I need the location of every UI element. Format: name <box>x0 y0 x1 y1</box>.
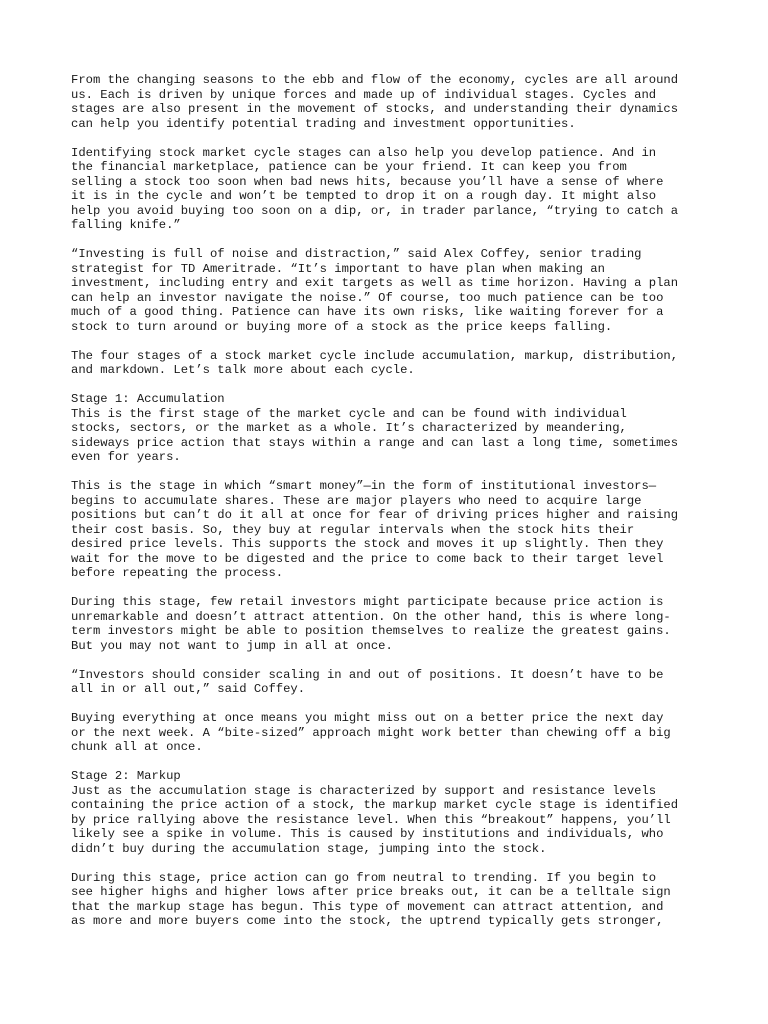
paragraph-stage-1-intro: This is the first stage of the market cycle and can be found with individual stocks, sectors, or the market as a whole. It’s characterized by meandering, sideways price action that stays within a range and can last a long time, sometimes even for years. <box>71 406 679 464</box>
paragraph-retail-investors: During this stage, few retail investors might participate because price action is unremarkable and doesn’t attract attention. On the other hand, this is where long- term investors might be able to position themselves to realize the greatest gains. But you may not want to jump in all at once. <box>71 595 671 653</box>
paragraph-four-stages: The four stages of a stock market cycle include accumulation, markup, distribution, and markdown. Let’s talk more about each cycle. <box>71 348 679 377</box>
paragraph-scaling-quote: “Investors should consider scaling in and out of positions. It doesn’t have to be all in or all out,” said Coffey. <box>71 667 664 696</box>
paragraph-intro-cycles: From the changing seasons to the ebb and flow of the economy, cycles are all around us. Each is driven by unique forces and made up of individual stages. Cycles and stages are also present in the movement of stocks, and understanding their dynamics can help you identify potential trading and investment opportunities. <box>71 73 679 131</box>
section-stage-1 <box>71 392 711 755</box>
paragraph-bite-sized: Buying everything at once means you might miss out on a better price the next day or the next week. A “bite-sized” approach might work better than chewing off a big chunk all at once. <box>71 711 671 754</box>
section-heading-stage-1: Stage 1: Accumulation <box>71 392 225 406</box>
paragraph-smart-money: This is the stage in which “smart money”—in the form of institutional investors— begins to accumulate shares. These are major players who need to acquire large positions but can’t do it all at once for fear of driving prices higher and raising their cost basis. So, they buy at regular intervals when the stock hits their desired price levels. This supports the stock and moves it up slightly. Then they wait for the move to be digested and the price to come back to their target level before repeating the process. <box>71 479 679 580</box>
section-stage-2 <box>71 769 711 929</box>
paragraph-stage-2-intro: Just as the accumulation stage is characterized by support and resistance levels containing the price action of a stock, the markup market cycle stage is identified by price rallying above the resistance level. When this “breakout” happens, you’ll likely see a spike in volume. This is caused by institutions and individuals, who didn’t buy during the accumulation stage, jumping into the stock. <box>71 783 679 856</box>
paragraph-patience: Identifying stock market cycle stages can also help you develop patience. And in the financial marketplace, patience can be your friend. It can keep you from selling a stock too soon when bad news hits, because you’ll have a sense of where it is in the cycle and won’t be tempted to drop it on a rough day. It might also help you avoid buying too soon on a dip, or, in trader parlance, “trying to catch a falling knife.” <box>71 145 679 232</box>
document-page <box>71 73 711 943</box>
paragraph-coffey-quote: “Investing is full of noise and distraction,” said Alex Coffey, senior trading strategist for TD Ameritrade. “It’s important to have plan when making an investment, including entry and exit targets as well as time horizon. Having a plan can help an investor navigate the noise.” Of course, too much patience can be too much of a good thing. Patience can have its own risks, like waiting forever for a stock to turn around or buying more of a stock as the price keeps falling. <box>71 247 679 334</box>
paragraph-trending: During this stage, price action can go from neutral to trending. If you begin to see higher highs and higher lows after price breaks out, it can be a telltale sign that the markup stage has begun. This type of movement can attract attention, and as more and more buyers come into the stock, the uptrend typically gets stronger, <box>71 870 671 928</box>
section-heading-stage-2: Stage 2: Markup <box>71 769 181 783</box>
